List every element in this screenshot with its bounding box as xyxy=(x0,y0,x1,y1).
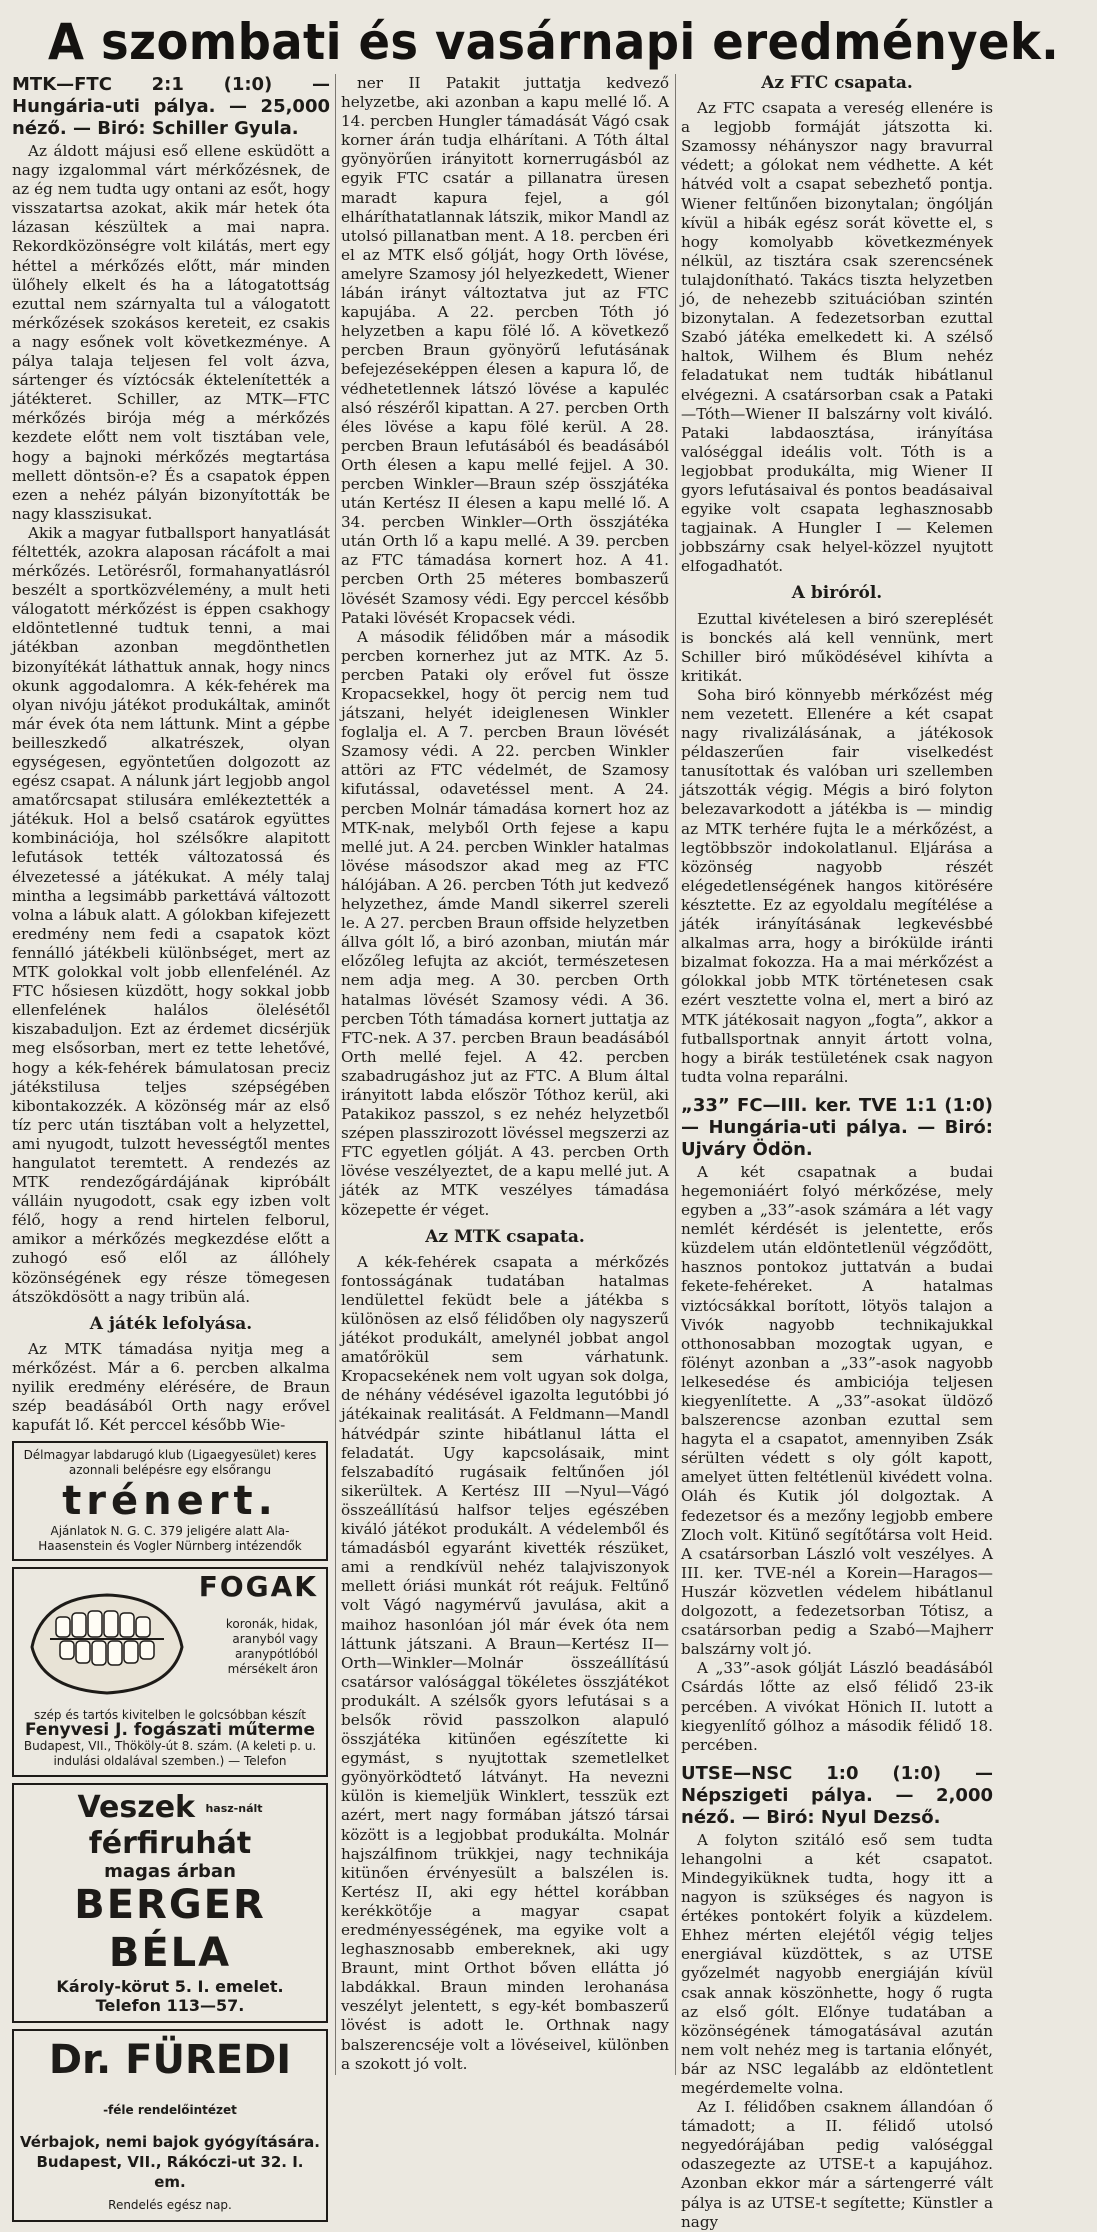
match-header-utse-nsc: UTSE—NSC 1:0 (1:0) — Népszigeti pálya. — 2,000 néző. — Biró: Nyul Dezső. xyxy=(681,1762,993,1828)
advert-footer xyxy=(20,1708,320,1769)
advert-phone: Telefon 113—57. xyxy=(95,1996,245,2016)
section-heading-game-course: A játék lefolyása. xyxy=(89,1313,253,1334)
page-headline: A szombati és vasárnapi eredmények. xyxy=(48,13,1060,71)
advert-address: Budapest, VII., Thököly-út 8. szám. (A keleti p. u. indulási oldalával szemben.) — Telefon xyxy=(23,1739,317,1769)
article-paragraph: Az FTC csapata a vereség ellenére is a legjobb formáját játszotta ki. Szamossy néhányszor nagy bravurral védett; a gólokat nem védhette. A két hátvéd volt a csapat sebezhető pontja. Wiener feltűnően bizonytalan; öngólján kívül a hibák egész sorát követte el, s hogy komolyabb következmények nélkül, az tisztára csak szerencsének tulajdonítható. Takács tiszta helyzetben jó, de nehezebb szituációban szintén bizonytalan. A fedezetsorban ezuttal Szabó játéka emelkedett ki. A szélső haltok, Wilhem és Blum nehéz feladatukat nem tudták hibátlanul elvégezni. A csatársorban csak a Pataki—Tóth—Wiener II balszárny volt kiváló. Pataki labdaosztása, irányítása valóséggal ideális volt. Tóth is a legjobbat produkálta, mig Wiener II gyors lefutásaival és pontos beadásaival egyike volt csapata leghasznosabb tagjainak. A Hungler I — Kelemen jobbszárny csak helyel-közzel nyujtott elfogadhatót. xyxy=(681,99,993,576)
advert-title: trénert. xyxy=(62,1478,278,1525)
advert-trainer-wanted xyxy=(12,1441,328,1561)
article-paragraph: Az áldott májusi eső ellene esküdött a nagy izgalommal várt mérkőzésnek, de az ég nem tudta ugy ontani az esőt, hogy visszatartsa azokat, akik már hetek óta lázasan készültek a mai napra. Rekordközönségre volt kilátás, mert egy héttel a mérkőzés előtt, már minden ülőhely elkelt és ha a látogatottság ezuttal nem szárnyalta tul a válogatott mérkőzések szokásos kereteit, ez csakis a nagy esőnek volt következménye. A pálya talaja teljesen fel volt ázva, sártenger és víztócsák éktelenítették a játékteret. Schiller, az MTK—FTC mérkőzés birója még a mérkőzés kezdete előtt nem volt tisztában vele, hogy a bajnoki mérkőzés megtartása mellett döntsön-e? És a csapatok éppen ezen a nehéz pályán bizonyították be nagy klasszisukat. xyxy=(12,142,330,523)
article-paragraph: A folyton szitáló eső sem tudta lehangolni a két csapatot. Mindegyiküknek tudta, hogy itt a nagyon is szükséges és nagyon is értékes pontokért folyik a küzdelem. Ehhez mérten elejétől végig teljes energiával küzdöttek, s az UTSE győzelmét nagyobb energiáján kívül csak annak köszönhette, hogy ő rugta az első gólt. Előnye tudatában a közönségének támogatásával azután nem volt nehéz meg is tartania előnyét, bár az NSC legalább az eldöntetlent megérdemelte volna. xyxy=(681,1830,993,2097)
dentures-illustration xyxy=(22,1577,192,1707)
article-paragraph: Az MTK támadása nyitja meg a mérkőzést. Már a 6. percben alkalma nyilik eredmény elérésére, de Braun szép beadásából Orth nagy erővel kapufát lő. Két perccel később Wie- xyxy=(12,1339,330,1435)
article-paragraph: Ezuttal kivételesen a biró szereplését is bonckés alá kell vennünk, mert Schiller biró működésével kihívta a kritikát. xyxy=(681,609,993,685)
advert-title: Veszek hasz-nált férfiruhát xyxy=(77,1790,263,1862)
advert-text: magas árban xyxy=(104,1861,236,1883)
advert-name: BERGER BÉLA xyxy=(74,1882,266,1977)
advert-dental-studio xyxy=(12,1567,328,1777)
advert-text: Délmagyar labdarugó klub (Ligaegyesület) keres azonnali belépésre egy elsőrangu xyxy=(23,1448,317,1478)
section-heading-ftc-team: Az FTC csapata. xyxy=(761,73,913,93)
article-paragraph: A kék-fehérek csapata a mérkőzés fontosságának tudatában hatalmas lendülettel feküdt bele a játékba s különösen az első félidőben oly nagyszerű játékot produkált, amelynél jobbat angol amatőrökül sem várhatunk. Kropacsekének nem volt ugyan sok dolga, de néhány védésével igazolta legutóbbi jó játékainak realitását. A Feldmann—Mandl hátvédpár szinte hibátlanul látta el feladatát. Ugy kapcsolásaik, mint felszabadító rugásaik feltűnően jól sikerültek. A Kertész III —Nyul—Vágó összeállítású halfsor teljes egészében kiváló játékot produkált. A védelemből és támadásból egyaránt kivették részüket, ami a rendkívül nehéz talajviszonyok mellett óriási munkát rót reájuk. Feltűnő volt Vágó nagymérvű javulása, akit a maihoz hasonlóan jól már évek óta nem láttunk játszani. A Braun—Kertész II—Orth—Winkler—Molnár összeállítású csatársor valósággal tökéletes összjátékot produkált. A szélsők gyors lefutásai s a belsők rövid passzolkon alapuló összjátéka kitünően egészítette ki egymást, s nyujtottak szemetlelket gyönyörködtető látványt. Ha nevezni külön is kiemeljük Winklert, tesszük ezt azért, mert nagy formában játszó társai között is a legjobbat produkálta. Molnár hajszálfinom trükkjei, nagy technikája kitünően érvényesült a balszélen is. Kertész II, aki egy héttel korábban kerékkötője a magyar csapat eredményességének, ma egyike volt a leghasznosabb embereknek, aki ugy Braunt, mint Orthot bőven ellátta jó labdákkal. Braun minden lerohanása veszélyt jelentett, s egy-két bombaszerű lövést is adott le. Orthnak nagy balszerencséje volt a lövéseivel, különben a szokott jó volt. xyxy=(341,1252,669,2073)
article-paragraph: Soha biró könnyebb mérkőzést még nem vezetett. Ellenére a két csapat nagy rivalizálásának, a játékosok példaszerűen fair viselkedést tanusítottak és valóban uri szellemben játszották végig. Mégis a biró folyton belezavarkodott a játékba is — mindig az MTK terhére fujta le a mérkőzést, a legtöbbször indokolatlanul. Eljárása a közönség nagyobb részét elégedetlenségének hangos kitörésére késztette. Ez az egyoldalu megítélése a játék irányításának legkevésbbé alkalmas arra, hogy a birókülde iránti bizalmat fokozza. Ha a mai mérkőzést a gólokkal jobb MTK történetesen csak ezért vesztette volna el, mert a biró az MTK játékosait nagyon „fogta”, akkor a futballsportnak annyit ártott volna, hogy a birák testületének csak nagyon tudta volna reparálni. xyxy=(681,685,993,1086)
advert-address: Budapest, VII., Rákóczi-ut 32. I. em. xyxy=(36,2152,304,2191)
advert-title: Dr. FÜREDI -féle rendelőintézet xyxy=(48,2036,292,2117)
section-heading-referee: A biróról. xyxy=(791,583,883,604)
advert-address: Károly-körut 5. I. emelet. xyxy=(56,1977,284,1997)
advert-name: Fenyvesi J. fogászati műterme xyxy=(25,1720,315,1741)
column-2 xyxy=(341,74,669,2077)
section-heading-mtk-team: Az MTK csapata. xyxy=(425,1226,585,1247)
article-paragraph: A két csapatnak a budai hegemoniáért folyó mérkőzése, mely egyben a „33”-asok számára a lét vagy nemlét kérdését is jelentette, erős küzdelem után eldöntetlenül végződött, hasznos pontokoz juttatván a budai fekete-fehéreket. A hatalmas viztócsákkal borított, lötyös talajon a Vivók nagyobb technikajukkal otthonosabban mozogtak ugyan, e fölényt azonban a „33”-asok nagyobb lelkesedése és ambiciója teljesen kiegyenlítette. A „33”-asokat üldöző balszerencse azonban ezuttal sem hagyta el a csapatot, amennyiben Zsák sérülten védett s oly gólt kapott, amelyet ütten feltétlenül kivédett volna. Oláh és Kutik jól dolgoztak. A fedezetsor és a mezőny legjobb embere Zloch volt. Kitünő segítőtársa volt Heid. A csatársorban László volt veszélyes. A III. ker. TVE-nél a Korein—Haragos—Huszár közvetlen védelem hibátlanul dolgozott, a fedezetsorban Tótisz, a csatársorban pedig a Szabó—Majherr balszárny volt jó. xyxy=(681,1162,993,1659)
article-paragraph: A „33”-asok gólját László beadásából Csárdás lőtte az első félidő 23-ik percében. A vivókat Hönich II. lutott a kiegyenlítő gólhoz a második félidő 18. percében. xyxy=(681,1659,993,1754)
match-header-mtk-ftc: MTK—FTC 2:1 (1:0) — Hungária-uti pálya. — 25,000 néző. — Biró: Schiller Gyula. xyxy=(12,74,330,139)
advert-text: koronák, hidak, aranyból vagy aranypótlóból mérsékelt áron xyxy=(225,1617,318,1677)
advert-title: FOGAK xyxy=(198,1570,318,1604)
article-paragraph: A második félidőben már a második percben kornerhez jut az MTK. Az 5. percben Pataki oly erővel fut össze Kropacsekkel, hogy öt percig nem tud játszani, helyét ideiglenesen Winkler foglalja el. A 7. percben Braun lövését Szamosy védi. A 22. percben Winkler attöri az FTC védelmét, de Szamosy kifutással, odavetéssel ment. A 24. percben Molnár támadása kornert hoz az MTK-nak, melyből Orth fejese a kapu mellé jut. A 24. percben Winkler hatalmas lövése másodszor akad meg az FTC hálójában. A 26. percben Tóth jut kedvező helyzethez, ámde Mandl sikerrel szereli le. A 27. percben Braun offside helyzetben állva gólt lő, a biró azonban, miután már előzőleg lefujta az akciót, természetesen nem adja meg. A 30. percben Orth hatalmas lövését Szamosy védi. A 36. percben Tóth támadása kornert juttatja az FTC-nek. A 37. percben Braun beadásából Orth mellé fejel. A 42. percben szabadrugáshoz jut az FTC. A Blum által irányitott labda először Tóthoz kerül, aki Patakikoz passzol, s ez nehéz helyzetből szépen plasszirozott lövéssel megszerzi az FTC egyetlen gólját. A 43. percben Orth lövése veszélyeztet, de a kapu mellé jut. A játék az MTK veszélyes támadása közepette ér véget. xyxy=(341,627,669,1219)
column-rule xyxy=(335,74,336,2075)
advert-text: szép és tartós kivitelben le golcsóbban készít xyxy=(34,1708,306,1723)
advert-text: Rendelés egész nap. xyxy=(108,2197,232,2212)
article-paragraph: Az I. félidőben csaknem állandóan ő támadott; a II. félidő utolsó negyedórájában pedig valóséggal odaszegezte az UTSE-t a kapujához. Azonban ekkor már a sártengerré vált pálya is az UTSE-t segítette; Künstler a nagy xyxy=(681,2098,993,2231)
match-header-33-tve: „33” FC—III. ker. TVE 1:1 (1:0) — Hungária-uti pálya. — Biró: Ujváry Ödön. xyxy=(681,1094,993,1160)
advert-text: Vérbajok, nemi bajok gyógyítására. xyxy=(20,2132,320,2151)
article-paragraph: ner II Patakit juttatja kedvező helyzetbe, aki azonban a kapu mellé lő. A 14. percben Hungler támadását Vágó csak korner árán tudja elhárítani. A Tóth által gyönyörűen irányitott kornerrugásból az egyik FTC csatár a pillanatra üresen maradt kapura fejel, a gól elháríthatatlannak látszik, mikor Mandl az utolsó pillanatban ment. A 18. percben éri el az MTK első gólját, hogy Orth lövése, amelyre Szamosy jól helyezkedett, Wiener lábán irányt változtatva jut az FTC kapujába. A 22. percben Tóth jó helyzetben a kapu fölé lő. A következő percben Braun gyönyörű lefutásának befejezéseképpen élesen a kapura lő, de védhetetlennek látszó lövése a kapuléc alsó részéről kipattan. A 27. percben Orth éles lövése a kapu fölé kerül. A 28. percben Braun lefutásából és beadásából Orth élesen a kapu mellé fejjel. A 30. percben Winkler—Braun szép összjátéka után Kertész II élesen a kapu mellé lő. A 34. percben Winkler—Orth összjátéka után Orth lő a kapu mellé. A 39. percben az FTC támadása kornert hoz. A 41. percben Orth 25 méteres bombaszerű lövését Szamosy védi. Egy perccel később Pataki lövését Kropacsek védi. xyxy=(341,74,669,627)
column-rule xyxy=(675,74,676,2075)
article-paragraph: Akik a magyar futballsport hanyatlását féltették, azokra alaposan rácáfolt a mai mérkőzés. Letörésről, formahanyatlásról beszélt a sportközvélemény, a mult heti válogatott mérkőzést is éppen csakhogy eldöntetlenné tudtuk tenni, a mai játékban azonban megdönthetlen bizonyítékát láthattuk annak, hogy nincs okunk aggodalomra. A kék-fehérek ma olyan nivóju játékot produkáltak, aminőt már évek óta nem láttunk. Mint a gépbe beilleszkedő alkatrészek, olyan egységesen, egyöntetűen dolgozott az egész csapat. A nálunk járt legjobb angol amatőrcsapat stilusára emlékeztették a játékuk. Hol a belső csatárok együttes kombinációja, hol szélsőkre alapitott lefutások tették változatossá és élvezetessé a játékukat. A mély talaj mintha a legsimább parkettává változott volna a lábuk alatt. A gólokban kifejezett eredmény nem fedi a csapatok közt fennálló játékbeli különbséget, mert az MTK golokkal volt jobb ellenfelénél. Az FTC hősiesen küzdött, hogy sokkal jobb ellenfelének halálos ölelésétől kiszabaduljon. Ezt az érdemet dicsérjük meg elsősorban, mert ez tette lehetővé, hogy a kék-fehérek bámulatosan preciz játékstilusa teljes szépségében kibontakozzék. A közönség már az első tíz perc után tisztában volt a helyzettel, ami nyugodt, tulzott hevességtől mentes hangulatot teremtett. A rendezés az MTK rendezőgárdájának kipróbált válláin nyugodott, csak egy izben volt félő, hogy a rend hirtelen felborul, amikor a mérkőzés megkezdése előtt a zuhogó eső elől az állóhely közönségének egy része tömegesen átszökdösött a nagy tribün alá. xyxy=(12,523,330,1306)
advert-clinic xyxy=(12,2029,328,2222)
column-3 xyxy=(681,73,993,2231)
advert-text: Ajánlatok N. G. C. 379 jeligére alatt Ala-Haasenstein és Vogler Nürnberg intézendők xyxy=(38,1524,302,1554)
column-1 xyxy=(12,74,330,2212)
advert-used-clothes xyxy=(12,1783,328,2022)
